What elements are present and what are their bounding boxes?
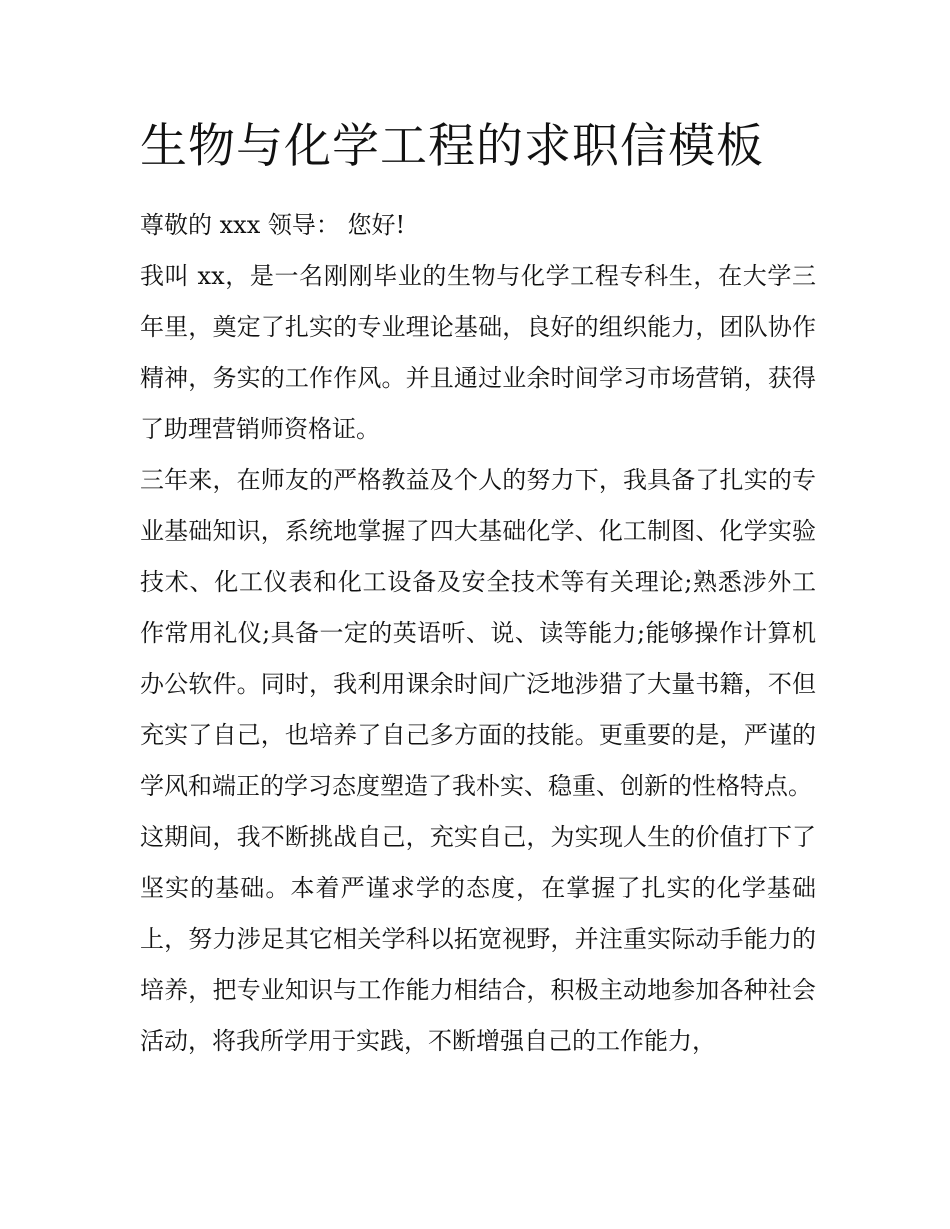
greeting: 尊敬的 xxx 领导： 您好! — [140, 211, 406, 239]
paragraph-skills: 三年来，在师友的严格教益及个人的努力下，我具备了扎实的专业基础知识，系统地掌握了四大基础化学、化工制图、化学实验技术、化工仪表和化工设备及安全技术等有关理论;熟悉涉外工作常用礼仪;具备一定的英语听、说、读等能力;能够操作计算机办公软件。同时，我利用课余时间广泛地涉猎了大量书籍，不但充实了自己，也培养了自己多方面的技能。更重要的是，严谨的学风和端正的学习态度塑造了我朴实、稳重、创新的性格特点。 — [140, 466, 816, 800]
document-title: 生物与化学工程的求职信模板 — [140, 119, 764, 174]
paragraph-growth: 这期间，我不断挑战自己，充实自己，为实现人生的价值打下了坚实的基础。本着严谨求学的态度，在掌握了扎实的化学基础上，努力涉足其它相关学科以拓宽视野，并注重实际动手能力的培养，把专业知识与工作能力相结合，积极主动地参加各种社会活动，将我所学用于实践，不断增强自己的工作能力， — [140, 823, 816, 1055]
letter-body — [140, 200, 816, 1067]
paragraph-intro: 我叫 xx，是一名刚刚毕业的生物与化学工程专科生，在大学三年里，奠定了扎实的专业理论基础，良好的组织能力，团队协作精神，务实的工作作风。并且通过业余时间学习市场营销，获得了助理营销师资格证。 — [140, 262, 816, 443]
